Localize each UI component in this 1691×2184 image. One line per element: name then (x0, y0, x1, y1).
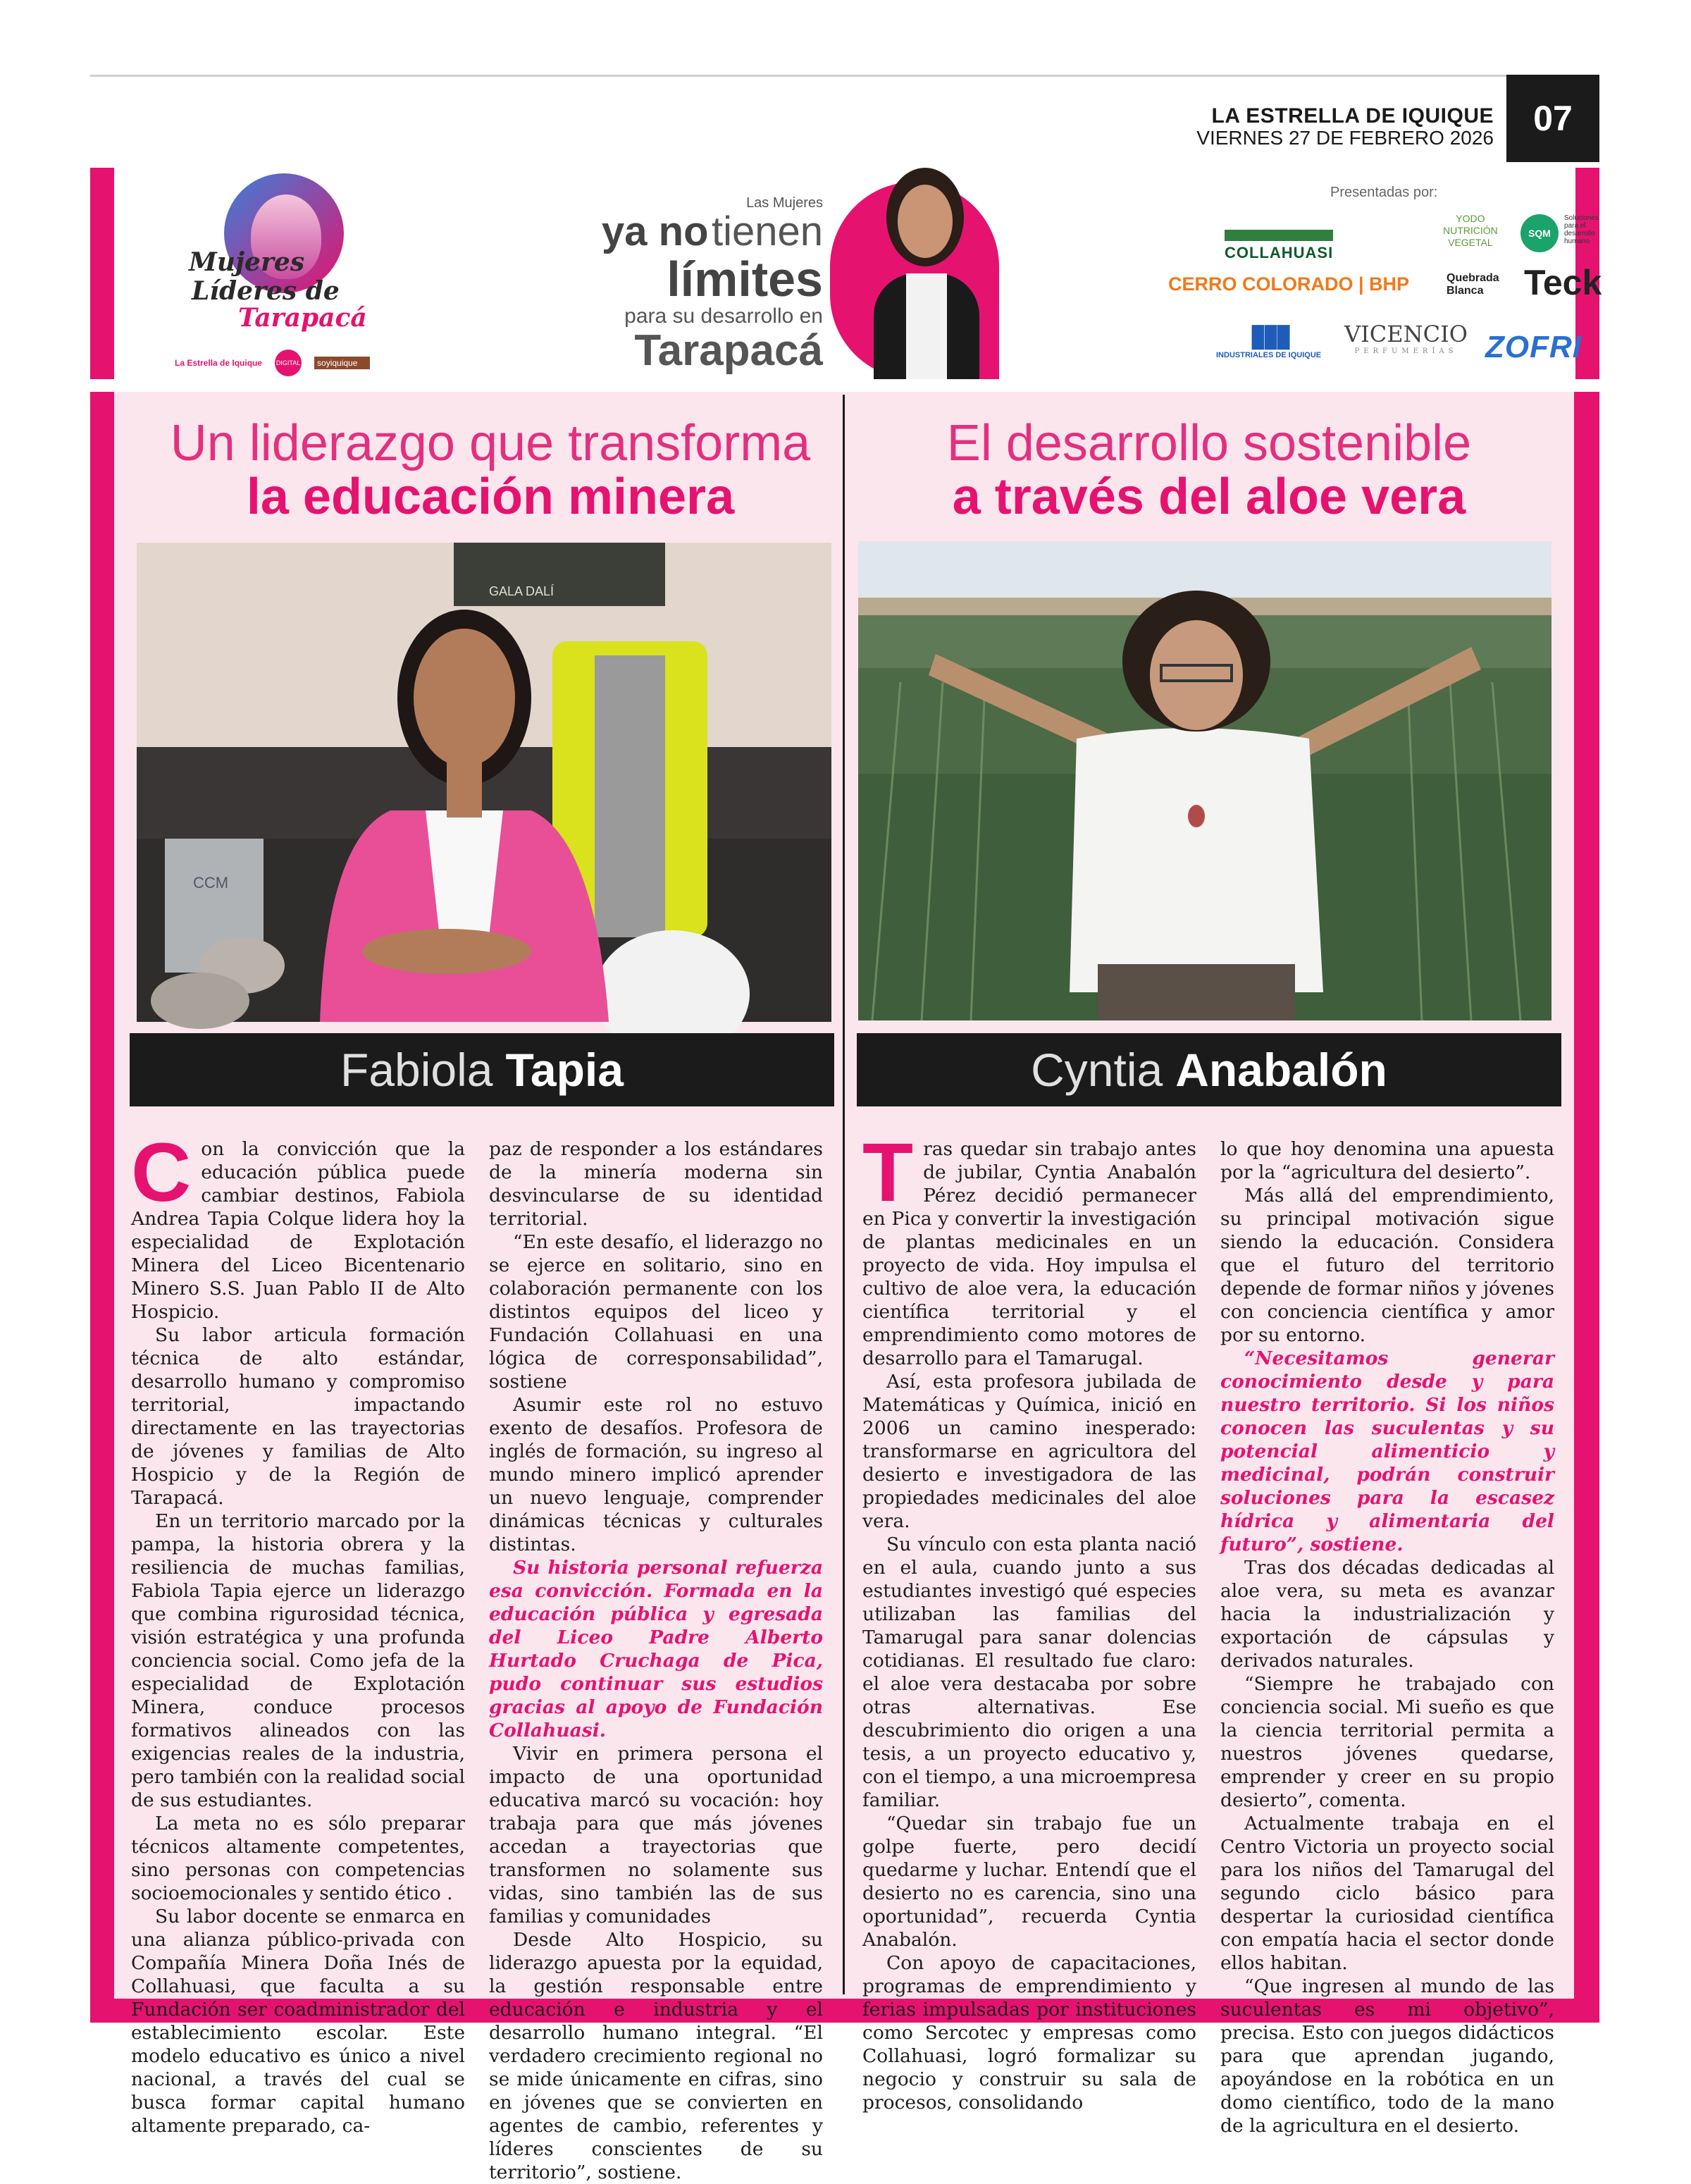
industriales-mark-icon: ▮▮▮ (1249, 318, 1288, 352)
left-c1-p4: La meta no es sólo preparar técnicos altamente competentes, sino personas con competencias socioemocionales y sentido ético . (131, 1813, 465, 1904)
right-name-last: Anabalón (1175, 1044, 1387, 1096)
column-divider (843, 395, 845, 1994)
right-name-first: Cyntia (1031, 1044, 1163, 1096)
teck-logo: Teck (1524, 263, 1602, 302)
slogan-limites: límites (667, 251, 823, 307)
partner-logos (175, 350, 370, 376)
banner-left-bar (90, 168, 114, 379)
sqm-logo: SQM (1520, 214, 1559, 252)
slogan-line-4: para su desarrollo en (624, 304, 823, 328)
quebrada-blanca-logo: Quebrada Blanca (1447, 272, 1499, 297)
left-column-2 (489, 1137, 823, 2184)
right-c1-p1: ras quedar sin trabajo antes de jubilar, Cyntia Anabalón Pérez decidió permanecer en Pica y convertir la investigación de plantas medicinales en un proyecto de vida. Hoy impulsa el cultivo de aloe vera, la educación científica territorial y el emprendimiento como motores de desarrollo para el Tamarugal. (862, 1138, 1196, 1369)
left-dropcap: C (131, 1126, 192, 1219)
cerro-colorado-logo: CERRO COLORADO | BHP (1168, 273, 1410, 295)
yodo-logo: YODO NUTRICIÓN VEGETAL (1443, 213, 1498, 248)
left-headline-line1: Un liderazgo que transforma (170, 415, 811, 471)
right-c2-p1: lo que hoy denomina una apuesta por la “agricultura del desierto”. (1220, 1138, 1554, 1183)
zofri-logo: ZOFRI (1485, 330, 1582, 364)
newspaper-name: LA ESTRELLA DE IQUIQUE (1211, 104, 1494, 128)
right-headline-line2: a través del aloe vera (952, 468, 1466, 525)
right-c1-p5: Con apoyo de capacitaciones, programas de emprendimiento y ferias impulsadas por instituciones como Sercotec y empresas como Collahuasi, logró formalizar su negocio y construir su sala de procesos, consolidando (862, 1952, 1196, 2114)
right-dropcap: T (862, 1126, 914, 1219)
right-c1-p2: Así, esta profesora jubilada de Matemáticas y Química, inició en 2006 un camino inesperado: transformarse en agricultora del desierto e investigadora de las propiedades medicinales del aloe vera. (862, 1371, 1196, 1532)
vicencio-logo (1344, 323, 1468, 355)
right-c2-p5: “Siempre he trabajado con conciencia social. Mi sueño es que la ciencia territorial permita a nuestros jóvenes quedarse, emprender y creer en su propio desierto”, comenta. (1220, 1673, 1554, 1811)
right-column-1 (862, 1126, 1196, 2114)
industriales-label: INDUSTRIALES DE IQUIQUE (1216, 351, 1322, 359)
logo-text-3: Tarapacá (238, 303, 367, 333)
left-c1-p1: on la convicción que la educación pública puede cambiar destinos, Fabiola Andrea Tapia Colque lidera hoy la especialidad de Explotación Minera del Liceo Bicentenario Minero S.S. Juan Pablo II de Alto Hospicio. (131, 1138, 465, 1323)
slogan-ya-no: ya no (602, 209, 709, 254)
portrait-shirt (906, 273, 947, 379)
industriales-logo (1216, 320, 1321, 359)
slogan-line-1: Las Mujeres (746, 195, 823, 211)
left-c2-highlight: Su historia personal refuerza esa convicción. Formada en la educación pública y egresada del Liceo Padre Alberto Hurtado Cruchaga de Pica, pudo continuar sus estudios gracias al apoyo de Fundación Collahuasi. (489, 1557, 823, 1741)
issue-date: VIERNES 27 DE FEBRERO 2026 (1196, 127, 1494, 149)
left-c2-p1: paz de responder a los estándares de la minería moderna sin desvincularse de su identidad territorial. (489, 1138, 823, 1230)
slogan-tarapaca: Tarapacá (634, 326, 823, 375)
fabiola-photo-image (137, 543, 831, 1022)
left-c2-p5: Vivir en primera persona el impacto de una oportunidad educativa marcó su vocación: hoy trabaja para que más jóvenes accedan a trayectorias que transformen no solamente sus vidas, sino también las de sus familias y comunidades (489, 1743, 823, 1927)
photo-sign-text: GALA DALÍ (489, 584, 555, 598)
left-name-first: Fabiola (340, 1044, 493, 1096)
right-c1-p3: Su vínculo con esta planta nació en el aula, cuando junto a sus estudiantes investigó qué especies utilizaban las familias del Tamarugal para sanar dolencias cotidianas. El resultado fue claro: el aloe vera destacaba por sobre otras alternativas. Ese descubrimiento dio origen a una tesis, a un proyecto educativo y, con el tiempo, a una microempresa familiar. (862, 1534, 1196, 1811)
masthead (1196, 106, 1494, 148)
cyntia-photo-image (858, 541, 1551, 1020)
left-c2-p2: “En este desafío, el liderazgo no se ejerce en solitario, sino en colaboración permanente con los distintos equipos del liceo y Fundación Collahuasi en una lógica de corresponsabilidad”, sostiene (489, 1231, 823, 1393)
banner-portrait (830, 168, 999, 379)
left-name-last: Tapia (505, 1044, 624, 1096)
left-nameplate (130, 1033, 834, 1106)
left-photo (137, 543, 831, 1022)
right-c2-quote: “Necesitamos generar conocimiento desde y para nuestro territorio. Si los niños conocen las suculentas y su potencial alimenticio y medicinal, podrán construir soluciones para la escasez hídrica y alimentaria del futuro”, sostiene. (1220, 1347, 1554, 1555)
right-column-2 (1220, 1137, 1554, 2137)
left-c1-p3: En un territorio marcado por la pampa, la historia obrera y la resiliencia de muchas familias, Fabiola Tapia ejerce un liderazgo que combina rigurosidad técnica, visión estratégica y una profunda conciencia social. Como jefa de la especialidad de Explotación Minera, conduce procesos formativos alineados con las exigencias reales de la industria, pero también con la realidad social de sus estudiantes. (131, 1510, 465, 1811)
right-c2-p7: “Que ingresen al mundo de las suculentas es mi objetivo”, precisa. Esto con juegos didácticos para que aprendan jugando, apoyándose en la robótica en un domo científico, todo de la mano de la agricultura en el desierto. (1220, 1975, 1554, 2137)
digital-logo: DIGITAL (275, 350, 302, 376)
left-c2-p6: Desde Alto Hospicio, su liderazgo apuesta por la equidad, la gestión responsable entre educación e industria y el desarrollo humano integral. “El verdadero crecimiento regional no se mide únicamente en cifras, sino en jóvenes que se convierten en agentes de cambio, referentes y líderes conscientes de su territorio”, sostiene. (489, 1929, 823, 2183)
left-headline (138, 417, 843, 524)
slogan-tienen: tienen (711, 209, 823, 254)
award-label: CCM (193, 874, 229, 892)
right-c1-p4: “Quedar sin trabajo fue un golpe fuerte, pero decidí quedarme y luchar. Entendí que el desierto no es carencia, sino una oportunidad”, recuerda Cyntia Anabalón. (862, 1813, 1196, 1951)
logo-text-1: Mujeres (189, 247, 305, 277)
mujeres-lideres-logo (175, 173, 407, 378)
right-c2-p2: Más allá del emprendimiento, su principal motivación sigue siendo la educación. Considera que el futuro del territorio depende de formar niños y jóvenes con conciencia científica y amor por su entorno. (1220, 1185, 1554, 1346)
left-c1-p5: Su labor docente se enmarca en una alianza público-privada con Compañía Minera Doña Inés de Collahuasi, que faculta a su Fundación ser coadministrador del establecimiento escolar. Este modelo educativo es único a nivel nacional, a través del cual se busca formar capital humano altamente preparado, ca- (131, 1906, 465, 2137)
portrait-face (898, 185, 953, 258)
soyiquique-logo: soyiquique (314, 357, 370, 369)
right-c2-p4: Tras dos décadas dedicadas al aloe vera, su meta es avanzar hacia la industrialización y exportación de cápsulas y derivados naturales. (1220, 1557, 1554, 1672)
banner-slogan (513, 196, 823, 374)
right-nameplate (857, 1033, 1561, 1106)
left-c2-p3: Asumir este rol no estuvo exento de desafíos. Profesora de inglés de formación, su ingreso al mundo minero implicó aprender un nuevo lenguaje, comprender dinámicas técnicas y culturales distintas. (489, 1394, 823, 1555)
right-photo (858, 541, 1551, 1020)
right-headline-line1: El desarrollo sostenible (946, 415, 1472, 471)
section-banner (90, 168, 1602, 379)
sponsors-block (1063, 173, 1612, 378)
left-c1-p2: Su labor articula formación técnica de alto estándar, desarrollo humano y compromiso territorial, impactando directamente en las trayectorias de jóvenes y familias de Alto Hospicio y de la Región de Tarapacá. (131, 1324, 465, 1509)
page-number: 07 (1506, 75, 1599, 162)
vicencio-sub: PERFUMERÍAS (1354, 347, 1458, 355)
estrella-logo: La Estrella de Iquique (175, 358, 263, 368)
sqm-tagline: Soluciones para el desarrollo humano (1564, 214, 1599, 245)
vicencio-name: VICENCIO (1344, 321, 1468, 347)
left-headline-line2: la educación minera (246, 468, 735, 525)
right-c2-p6: Actualmente trabaja en el Centro Victoria un proyecto social para los niños del Tamarugal del segundo ciclo básico para despertar la curiosidad científica con empatía hacia el sector donde ellos habitan. (1220, 1813, 1554, 1974)
top-rule (90, 75, 1508, 77)
collahuasi-logo: COLLAHUASI (1225, 230, 1333, 262)
right-headline (857, 417, 1561, 524)
presented-by-label: Presentadas por: (1330, 185, 1438, 200)
logo-text-2: Líderes de (192, 276, 340, 306)
left-column-1 (131, 1126, 465, 2137)
